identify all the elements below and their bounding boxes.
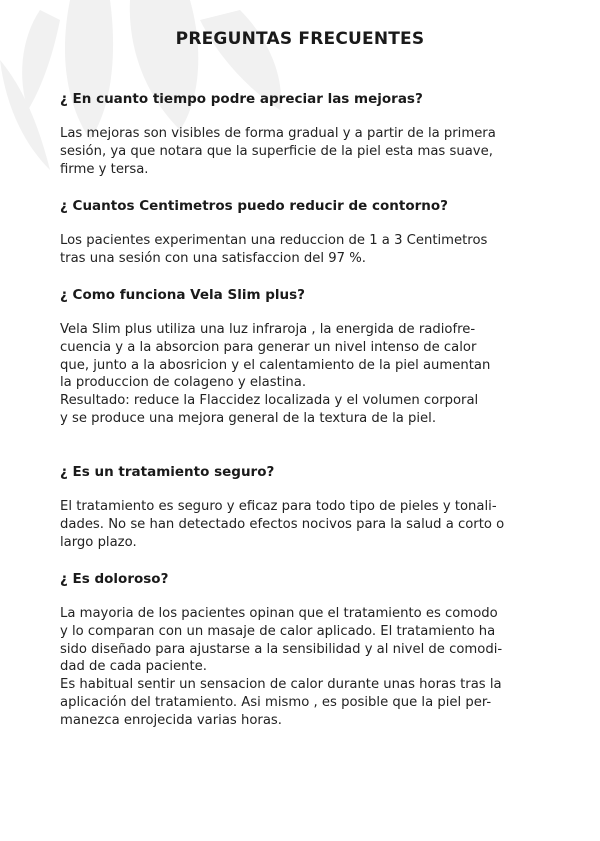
answer-line: la produccion de colageno y elastina. xyxy=(60,375,307,391)
answer-line: y lo comparan con un masaje de calor aplicado. El tratamiento ha xyxy=(60,623,496,639)
answer-line: que, junto a la abosricion y el calentamiento de la piel aumentan xyxy=(60,357,491,373)
faq-item-4 xyxy=(60,463,560,551)
answer-line: firme y tersa. xyxy=(60,161,149,177)
page-title: PREGUNTAS FRECUENTES xyxy=(175,29,425,49)
answer-line: Resultado: reduce la Flaccidez localizada y el volumen corporal xyxy=(60,393,479,409)
faq-item-3 xyxy=(60,286,560,428)
answer-line: largo plazo. xyxy=(60,534,137,550)
answer-line: La mayoria de los pacientes opinan que el tratamiento es comodo xyxy=(60,606,498,621)
answer-line: Vela Slim plus utiliza una luz infraroja , la energida de radiofre- xyxy=(60,322,476,337)
faq-question: ¿ Cuantos Centimetros puedo reducir de contorno? xyxy=(60,198,448,214)
answer-line: dades. No se han detectado efectos nocivos para la salud a corto o xyxy=(60,516,505,532)
faq-question: ¿ Es doloroso? xyxy=(60,571,169,587)
answer-line: cuencia y a la absorcion para generar un nivel intenso de calor xyxy=(60,339,477,355)
faq-item-2 xyxy=(60,197,560,268)
faq-question: ¿ En cuanto tiempo podre apreciar las mejoras? xyxy=(60,91,423,107)
answer-line: Las mejoras son visibles de forma gradual y a partir de la primera xyxy=(60,126,496,141)
faq-answer xyxy=(60,498,560,551)
answer-line: sesión, ya que notara que la superficie de la piel esta mas suave, xyxy=(60,143,493,159)
answer-line: Los pacientes experimentan una reduccion de 1 a 3 Centimetros xyxy=(60,233,488,248)
answer-line: sido diseñado para ajustarse a la sensibilidad y al nivel de comodi- xyxy=(60,641,503,657)
faq-question: ¿ Como funciona Vela Slim plus? xyxy=(60,287,305,303)
answer-line: y se produce una mejora general de la textura de la piel. xyxy=(60,410,437,426)
faq-answer xyxy=(60,605,560,730)
faq-item-1 xyxy=(60,90,560,178)
faq-answer xyxy=(60,125,560,178)
answer-line: El tratamiento es seguro y eficaz para todo tipo de pieles y tonali- xyxy=(60,499,497,514)
faq-question: ¿ Es un tratamiento seguro? xyxy=(60,464,275,480)
answer-line: Es habitual sentir un sensacion de calor durante unas horas tras la xyxy=(60,677,502,693)
faq-item-5 xyxy=(60,570,560,730)
faq-answer xyxy=(60,321,560,428)
faq-answer xyxy=(60,232,560,268)
answer-line: dad de cada paciente. xyxy=(60,659,207,675)
answer-line: aplicación del tratamiento. Asi mismo , es posible que la piel per- xyxy=(60,694,492,710)
answer-line: tras una sesión con una satisfaccion del 97 %. xyxy=(60,250,366,266)
answer-line: manezca enrojecida varias horas. xyxy=(60,712,282,728)
